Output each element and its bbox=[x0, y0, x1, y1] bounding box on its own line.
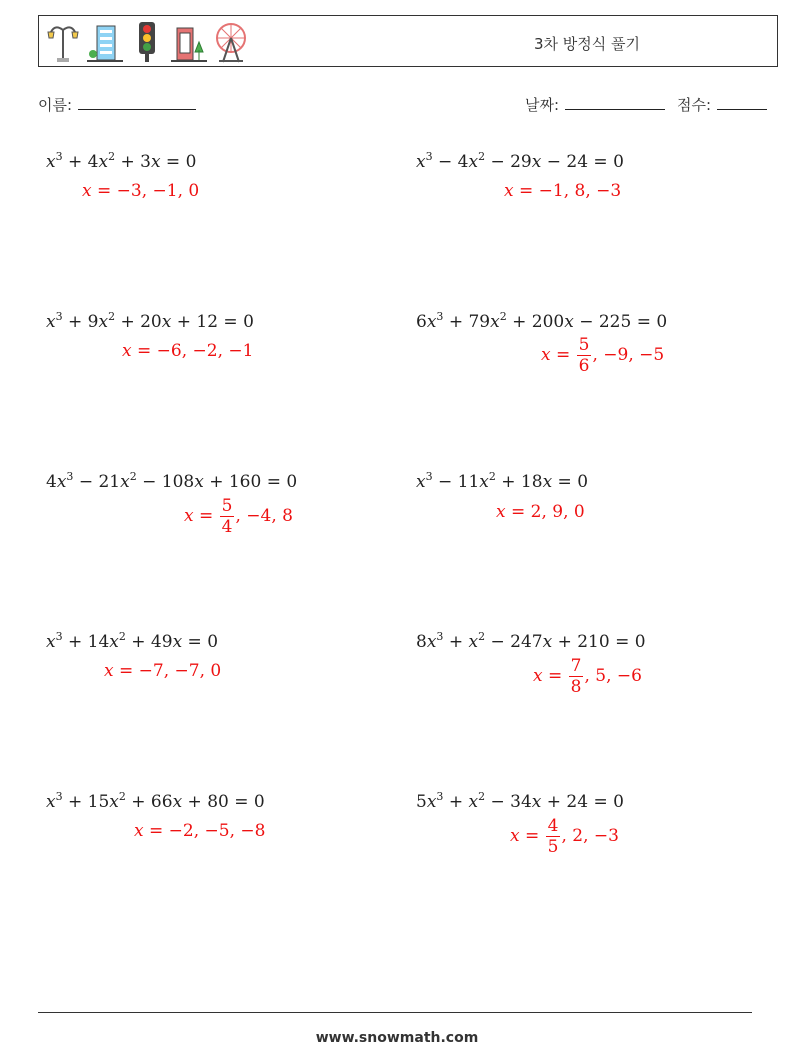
term: + 4 bbox=[62, 152, 99, 172]
answer bbox=[541, 335, 664, 376]
answer-values: = −3, −1, 0 bbox=[91, 181, 200, 201]
numerator: 4 bbox=[547, 816, 559, 836]
answer-values: , −4, 8 bbox=[235, 506, 293, 526]
denominator: 8 bbox=[570, 677, 582, 697]
name-label: 이름: bbox=[38, 96, 73, 114]
term: + 15 bbox=[62, 792, 110, 812]
answer bbox=[82, 181, 199, 201]
variable: x bbox=[542, 632, 553, 652]
term: − 11 bbox=[432, 472, 480, 492]
variable: x bbox=[46, 792, 56, 812]
exponent: 3 bbox=[55, 630, 63, 643]
exponent: 3 bbox=[425, 150, 433, 163]
answer-values: = −1, 8, −3 bbox=[513, 181, 622, 201]
answer-values: = 2, 9, 0 bbox=[505, 502, 585, 522]
term: + 24 = 0 bbox=[541, 792, 624, 812]
header-icons bbox=[45, 20, 249, 64]
score-blank bbox=[717, 95, 767, 110]
traffic-light-icon bbox=[129, 20, 165, 64]
answer-values: , −9, −5 bbox=[592, 345, 665, 365]
footer-site: www.snowmath.com bbox=[315, 1030, 479, 1046]
variable: x bbox=[468, 152, 479, 172]
worksheet-title: 3차 방정식 풀기 bbox=[534, 35, 641, 53]
ferris-wheel-icon bbox=[213, 20, 249, 64]
exponent: 3 bbox=[55, 790, 63, 803]
fraction bbox=[546, 816, 561, 857]
answer bbox=[104, 661, 221, 681]
answer-variable: x bbox=[504, 181, 514, 201]
answer-variable: x bbox=[510, 826, 520, 846]
term: + 160 = 0 bbox=[203, 472, 298, 492]
problem-equation bbox=[46, 150, 196, 172]
exponent: 3 bbox=[66, 470, 74, 483]
term: 5 bbox=[416, 792, 427, 812]
variable: x bbox=[426, 632, 437, 652]
term: = 0 bbox=[160, 152, 197, 172]
variable: x bbox=[172, 632, 183, 652]
variable: x bbox=[426, 792, 437, 812]
term: + 12 = 0 bbox=[171, 312, 254, 332]
exponent: 3 bbox=[55, 150, 63, 163]
exponent: 2 bbox=[118, 790, 126, 803]
answer bbox=[184, 496, 293, 537]
variable: x bbox=[172, 792, 183, 812]
exponent: 2 bbox=[478, 790, 486, 803]
term: + 200 bbox=[506, 312, 565, 332]
denominator: 5 bbox=[547, 837, 559, 857]
exponent: 2 bbox=[499, 310, 507, 323]
problem-equation bbox=[46, 630, 218, 652]
variable: x bbox=[46, 152, 56, 172]
term: + 66 bbox=[125, 792, 173, 812]
variable: x bbox=[109, 792, 119, 812]
variable: x bbox=[161, 312, 172, 332]
numerator: 5 bbox=[221, 496, 233, 516]
exponent: 2 bbox=[488, 470, 496, 483]
exponent: 2 bbox=[108, 310, 116, 323]
equals-sign: = bbox=[542, 666, 568, 686]
variable: x bbox=[46, 312, 56, 332]
term: = 0 bbox=[552, 472, 589, 492]
term: + bbox=[443, 632, 469, 652]
variable: x bbox=[46, 632, 56, 652]
equals-sign: = bbox=[550, 345, 576, 365]
answer-values: = −7, −7, 0 bbox=[113, 661, 222, 681]
date-blank bbox=[565, 95, 665, 110]
variable: x bbox=[531, 152, 542, 172]
answer-variable: x bbox=[541, 345, 551, 365]
exponent: 2 bbox=[478, 630, 486, 643]
equals-sign: = bbox=[519, 826, 545, 846]
term: 6 bbox=[416, 312, 427, 332]
name-field bbox=[38, 94, 196, 115]
term: 4 bbox=[46, 472, 57, 492]
term: 8 bbox=[416, 632, 427, 652]
variable: x bbox=[416, 472, 426, 492]
variable: x bbox=[490, 312, 500, 332]
exponent: 3 bbox=[55, 310, 63, 323]
problem-equation bbox=[46, 470, 297, 492]
term: = 0 bbox=[182, 632, 219, 652]
denominator: 4 bbox=[221, 517, 233, 537]
problem-equation bbox=[416, 630, 646, 652]
problem-equation bbox=[46, 790, 265, 812]
problem-equation bbox=[416, 150, 624, 172]
answer-variable: x bbox=[184, 506, 194, 526]
answer bbox=[122, 341, 253, 361]
fraction bbox=[577, 335, 592, 376]
phone-booth-icon bbox=[171, 20, 207, 64]
term: − 21 bbox=[73, 472, 121, 492]
street-lamp-icon bbox=[45, 20, 81, 64]
variable: x bbox=[194, 472, 204, 492]
term: − 247 bbox=[485, 632, 543, 652]
answer bbox=[134, 821, 265, 841]
answer-variable: x bbox=[122, 341, 132, 361]
problem-equation bbox=[416, 790, 624, 812]
numerator: 7 bbox=[570, 656, 582, 676]
equals-sign: = bbox=[193, 506, 219, 526]
answer-variable: x bbox=[496, 502, 506, 522]
variable: x bbox=[542, 472, 553, 492]
fraction bbox=[569, 656, 584, 697]
term: + 49 bbox=[125, 632, 173, 652]
variable: x bbox=[416, 152, 426, 172]
answer bbox=[533, 656, 642, 697]
problem-equation bbox=[416, 470, 588, 492]
exponent: 2 bbox=[118, 630, 126, 643]
name-blank bbox=[78, 95, 196, 110]
term: − 24 = 0 bbox=[541, 152, 624, 172]
term: + bbox=[443, 792, 469, 812]
term: − 225 = 0 bbox=[573, 312, 668, 332]
answer-values: , 2, −3 bbox=[561, 826, 619, 846]
exponent: 3 bbox=[425, 470, 433, 483]
footer-divider bbox=[38, 1012, 752, 1013]
exponent: 3 bbox=[436, 630, 444, 643]
problem-equation bbox=[46, 310, 254, 332]
score-field bbox=[677, 94, 767, 115]
answer-values: = −6, −2, −1 bbox=[131, 341, 254, 361]
term: + 20 bbox=[115, 312, 162, 332]
exponent: 3 bbox=[436, 790, 444, 803]
variable: x bbox=[468, 632, 479, 652]
term: − 108 bbox=[136, 472, 195, 492]
term: + 3 bbox=[115, 152, 151, 172]
term: + 79 bbox=[443, 312, 491, 332]
term: + 14 bbox=[62, 632, 110, 652]
variable: x bbox=[468, 792, 479, 812]
variable: x bbox=[426, 312, 437, 332]
variable: x bbox=[531, 792, 542, 812]
answer-variable: x bbox=[104, 661, 114, 681]
term: + 9 bbox=[62, 312, 99, 332]
building-icon bbox=[87, 20, 123, 64]
exponent: 3 bbox=[436, 310, 444, 323]
variable: x bbox=[56, 472, 67, 492]
term: + 18 bbox=[495, 472, 543, 492]
answer-variable: x bbox=[82, 181, 92, 201]
term: + 80 = 0 bbox=[182, 792, 265, 812]
date-field bbox=[525, 94, 665, 115]
answer-variable: x bbox=[533, 666, 543, 686]
denominator: 6 bbox=[578, 356, 590, 376]
term: − 29 bbox=[485, 152, 532, 172]
score-label: 점수: bbox=[677, 96, 712, 114]
exponent: 2 bbox=[108, 150, 116, 163]
exponent: 2 bbox=[478, 150, 486, 163]
variable: x bbox=[109, 632, 119, 652]
variable: x bbox=[98, 312, 109, 332]
term: + 210 = 0 bbox=[552, 632, 646, 652]
answer bbox=[496, 502, 585, 522]
answer-values: , 5, −6 bbox=[584, 666, 642, 686]
variable: x bbox=[150, 152, 161, 172]
variable: x bbox=[479, 472, 489, 492]
exponent: 2 bbox=[129, 470, 137, 483]
fraction bbox=[220, 496, 235, 537]
answer bbox=[504, 181, 621, 201]
answer bbox=[510, 816, 619, 857]
numerator: 5 bbox=[578, 335, 590, 355]
term: − 34 bbox=[485, 792, 532, 812]
worksheet-header bbox=[38, 15, 778, 67]
term: − 4 bbox=[432, 152, 469, 172]
answer-values: = −2, −5, −8 bbox=[143, 821, 266, 841]
variable: x bbox=[564, 312, 574, 332]
date-label: 날짜: bbox=[525, 96, 560, 114]
variable: x bbox=[120, 472, 130, 492]
variable: x bbox=[98, 152, 109, 172]
answer-variable: x bbox=[134, 821, 144, 841]
problem-equation bbox=[416, 310, 667, 332]
